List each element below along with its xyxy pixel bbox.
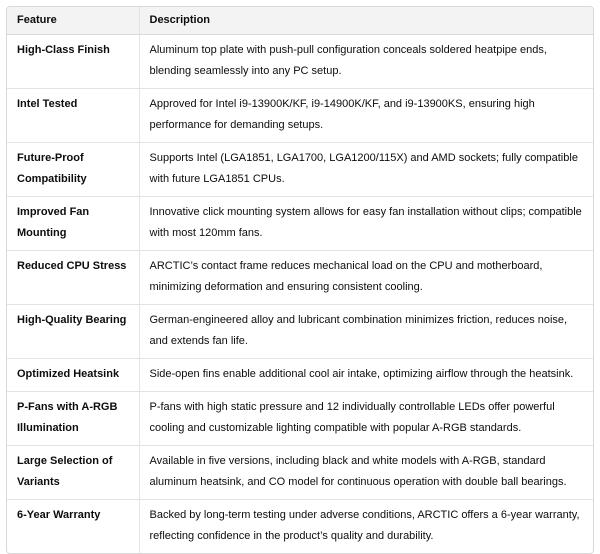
description-cell: Side-open fins enable additional cool air intake, optimizing airflow through the heatsink. (139, 359, 593, 392)
column-header-description: Description (139, 7, 593, 35)
feature-cell: Optimized Heatsink (7, 359, 139, 392)
description-cell: German-engineered alloy and lubricant combination minimizes friction, reduces noise, and extends fan life. (139, 305, 593, 359)
feature-cell: Intel Tested (7, 89, 139, 143)
table-row (7, 143, 593, 197)
description-cell: Available in five versions, including black and white models with A-RGB, standard aluminum heatsink, and CO model for continuous operation with double ball bearings. (139, 446, 593, 500)
description-cell: ARCTIC’s contact frame reduces mechanical load on the CPU and motherboard, minimizing deformation and ensuring consistent cooling. (139, 251, 593, 305)
description-cell: Backed by long-term testing under adverse conditions, ARCTIC offers a 6-year warranty, reflecting confidence in the product’s quality and durability. (139, 500, 593, 554)
table-row (7, 89, 593, 143)
description-cell: Supports Intel (LGA1851, LGA1700, LGA1200/115X) and AMD sockets; fully compatible with future LGA1851 CPUs. (139, 143, 593, 197)
table-row (7, 359, 593, 392)
feature-cell: P-Fans with A-RGB Illumination (7, 392, 139, 446)
table-row (7, 305, 593, 359)
feature-cell: 6-Year Warranty (7, 500, 139, 554)
table-row (7, 500, 593, 554)
feature-cell: High-Quality Bearing (7, 305, 139, 359)
feature-cell: Large Selection of Variants (7, 446, 139, 500)
feature-cell: High-Class Finish (17, 44, 110, 56)
table-row (7, 35, 593, 89)
table-row (7, 251, 593, 305)
feature-table-container (6, 6, 594, 554)
feature-cell: Reduced CPU Stress (7, 251, 139, 305)
feature-cell: Improved Fan Mounting (7, 197, 139, 251)
column-header-feature: Feature (7, 7, 139, 35)
description-cell: Approved for Intel i9-13900K/KF, i9-14900K/KF, and i9-13900KS, ensuring high performance for demanding setups. (139, 89, 593, 143)
table-row (7, 446, 593, 500)
table-row (7, 392, 593, 446)
feature-cell: Future-Proof Compatibility (7, 143, 139, 197)
description-cell: P-fans with high static pressure and 12 individually controllable LEDs offer powerful cooling and customizable lighting compatible with popular A-RGB standards. (139, 392, 593, 446)
table-row (7, 197, 593, 251)
description-cell: Aluminum top plate with push-pull configuration conceals soldered heatpipe ends, blending seamlessly into any PC setup. (139, 35, 593, 89)
feature-table (7, 7, 593, 553)
table-header-row (7, 7, 593, 35)
description-cell: Innovative click mounting system allows for easy fan installation without clips; compatible with most 120mm fans. (139, 197, 593, 251)
